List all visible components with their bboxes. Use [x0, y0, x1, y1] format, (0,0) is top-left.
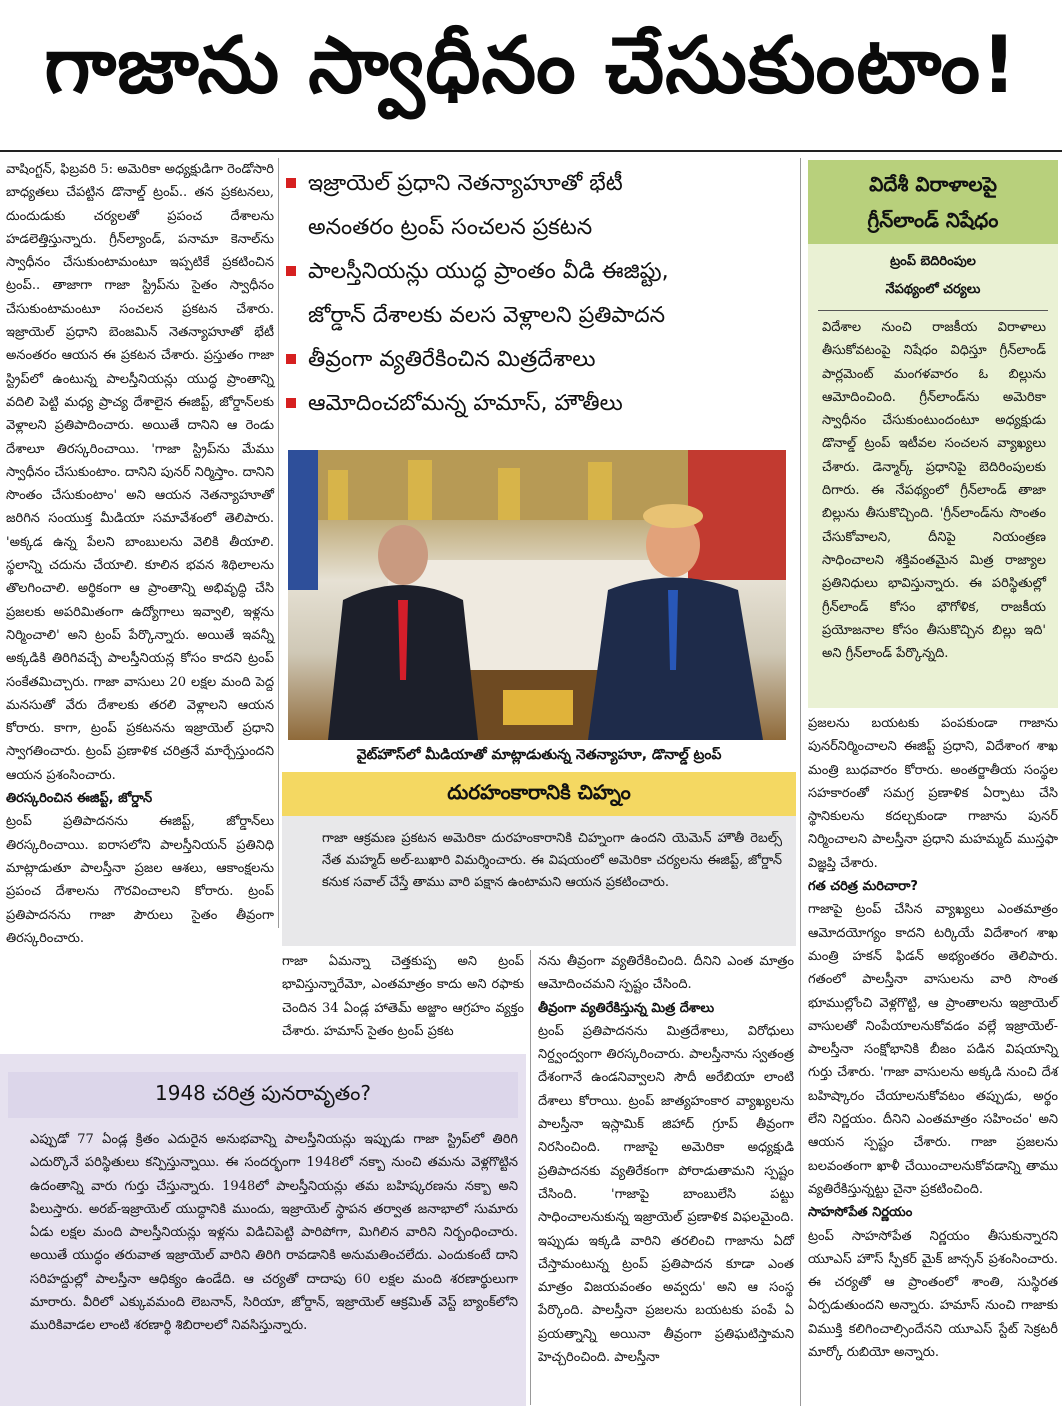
highlight-bullets [286, 162, 796, 448]
left-body-text-2: ట్రంప్‌ ప్రతిపాదనను ఈజిప్ట్‌, జోర్డాన్‌లు తిరస్కరించాయి. ఐరాసలోని పాలస్తీనియన్‌ ప్రతినిధి మాట్లాడుతూ పాలస్తీనా ప్రజల ఆశలు, ఆకాంక్షలను ప్రపంచ దేశాలను గౌరవించాలని కోరారు. ట్రంప్‌ ప్రతిపాదనను గాజా పౌరులు సైతం తీవ్రంగా తిరస్కరించారు. [6, 814, 274, 946]
left-body-text: వాషింగ్టన్‌, ఫిబ్రవరి 5: అమెరికా అధ్యక్షుడిగా రెండోసారి బాధ్యతలు చేపట్టిన డొనాల్డ్‌ ట్రంప్‌.. తన ప్రకటనలు, దుందుడుకు చర్యలతో ప్రపంచ దేశాలను హడలెత్తిస్తున్నారు. గ్రీన్‌ల్యాండ్‌, పనామా కెనాల్‌ను స్వాధీనం చేసుకుంటామంటూ ఇప్పటికే ప్రకటించిన ట్రంప్‌.. తాజాగా గాజా స్ట్రిప్‌ను సైతం స్వాధీనం చేసుకుంటామంటూ సంచలన ప్రకటన చేశారు. ఇజ్రాయెల్‌ ప్రధాని బెంజమిన్‌ నెతన్యాహూతో భేటీ అనంతరం ఆయన ఈ ప్రకటన చేశారు. ప్రస్తుతం గాజా స్ట్రిప్‌లో ఉంటున్న పాలస్తీనియన్లు యుద్ధ ప్రాంతాన్ని వదిలి పెట్టి మధ్య ప్రాచ్య దేశాలైన ఈజిప్ట్‌, జోర్డాన్‌లకు వెళ్లాలని ప్రతిపాదించారు. అయితే దానిని ఆ రెండు దేశాలూ తిరస్కరించాయి. 'గాజా స్ట్రిప్‌ను మేము స్వాధీనం చేసుకుంటాం. దానిని పునర్ నిర్మిస్తాం. దానిని సొంతం చేసుకుంటాం' అని ఆయన నెతన్యాహూతో జరిగిన సంయుక్త మీడియా సమావేశంలో తెలిపారు. 'అక్కడ ఉన్న పేలని బాంబులను వెలికి తీయాలి. స్థలాన్ని చదును చేయాలి. కూలిన భవన శిథిలాలను తొలగించాలి. అర్థికంగా ఆ ప్రాంతాన్ని అభివృద్ధి చేసి ప్రజలకు అపరిమితంగా ఉద్యోగాలు ఇవ్వాలి, ఇళ్లను నిర్మించాలి' అని ట్రంప్‌ పేర్కొన్నారు. అయితే ఇవన్నీ అక్కడికి తిరిగివచ్చే పాలస్తీనియన్ల కోసం కాదని ట్రంప్‌ సంకేతమిచ్చారు. గాజా వాసులు 20 లక్షల మంది పెద్ద మనసుతో వేరు దేశాలకు తరలి వెళ్లాలని ఆయన కోరారు. కాగా, ట్రంప్‌ ప్రకటనను ఇజ్రాయెల్‌ ప్రధాని స్వాగతించారు. ట్రంప్‌ ప్రణాళిక చరిత్రనే మార్చేస్తుందని ఆయన ప్రశంసించారు. [6, 162, 274, 783]
mid-body-text-2: ట్రంప్‌ ప్రతిపాదనను మిత్రదేశాలు, విరోధులు నిర్ద్వంద్వంగా తిరస్కరించారు. పాలస్తీనాను స్వతంత్ర దేశంగానే ఉండనివ్వాలని సౌదీ అరేబియా లాంటి దేశాలు కోరాయి. ట్రంప్‌ జాత్యహంకార వ్యాఖ్యలను పాలస్తీనా ఇస్లామిక్‌ జిహాద్‌ గ్రూప్‌ తీవ్రంగా నిరసించింది. గాజాపై అమెరికా అధ్యక్షుడి ప్రతిపాదనకు వ్యతిరేకంగా పోరాడుతామని స్పష్టం చేసింది. 'గాజాపై బాంబులేసి పట్టు సాధించాలనుకున్న ఇజ్రాయెల్‌ ప్రణాళిక విఫలమైంది. ఇప్పుడు ఇక్కడి వారిని తరలించి గాజాను ఏదో చేస్తామంటున్న ట్రంప్‌ ప్రతిపాదన కూడా ఎంత మాత్రం విజయవంతం అవ్వదు' అని ఆ సంస్థ పేర్కొంది. పాలస్తీనా ప్రజలను బయటకు పంపే ఏ ప్రయత్నాన్ని అయినా తీవ్రంగా ప్రతిఘటిస్తామని హెచ్చరించింది. పాలస్తీనా [538, 1023, 794, 1366]
bullet-marker [286, 266, 296, 276]
column-divider [278, 158, 279, 928]
column-divider [800, 158, 801, 1406]
mid-body-text: నను తీవ్రంగా వ్యతిరేకించింది. దీనిని ఎంత మాత్రం ఆమోదించమని స్పష్టం చేసింది. [538, 954, 794, 993]
middle-column-1: గాజా ఏమన్నా చెత్తకుప్ప అని ట్రంప్‌ భావిస్తున్నారేమో, ఎంతమాత్రం కాదు అని రఫాకు చెందిన 34 ఏండ్ల హాతెమ్‌ అజ్జాం ఆగ్రహం వ్యక్తం చేశారు. హమాస్‌ సైతం ట్రంప్‌ ప్రకట [282, 954, 524, 1039]
history-box-title: 1948 చరిత్ర పునరావృతం? [8, 1072, 518, 1118]
photo-illustration [288, 450, 786, 740]
greenland-title-line-1: విదేశీ విరాళాలపై [869, 172, 997, 196]
greenland-title-line-2: గ్రీన్‌లాండ్‌ నిషేధం [867, 208, 999, 232]
bullet-marker [286, 178, 296, 188]
history-box-body: ఎప్పుడో 77 ఏండ్ల క్రితం ఎదురైన అనుభవాన్ని పాలస్తీనియన్లు ఇప్పుడు గాజా స్ట్రిప్‌లో తిరిగి ఎదుర్కొనే పరిస్థితులు కన్పిస్తున్నాయి. ఈ సందర్భంగా 1948లో నక్బా నుంచి తమను వెళ్లగొట్టిన ఉదంతాన్ని వారు గుర్తు చేస్తున్నారు. 1948లో పాలస్తీనియన్లు తమ బహిష్కరణను నక్బా అని పిలుస్తారు. అరబ్‌-ఇజ్రాయెల్‌ యుద్ధానికి ముందు, ఇజ్రాయెల్‌ స్థాపన తర్వాత జనాభాలో సుమారు ఏడు లక్షల మంది పాలస్తీనియన్లు ఇళ్లను విడిచిపెట్టి పారిపోగా, మిగిలిన వారిని నిర్బంధించారు. అయితే యుద్ధం తరువాత ఇజ్రాయెల్‌ వారిని తిరిగి రావడానికి అనుమతించలేదు. ఎందుకంటే దాని సరిహద్దుల్లో పాలస్తీనా ఆధిక్యం ఉండేది. ఆ చర్యతో దాదాపు 60 లక్షల మంది శరణార్థులుగా మారారు. వీరిలో ఎక్కువమంది లెబనాన్‌, సిరియా, జోర్డాన్‌, ఇజ్రాయెల్‌ ఆక్రమిత్‌ వెస్ట్‌ బ్యాంక్‌లోని మురికివాడల లాంటి శరణార్థి శిబిరాలలో నివసిస్తున్నారు. [30, 1132, 518, 1334]
bullet-item: పాలస్తీనియన్లు యుద్ధ ప్రాంతం వీడి ఈజిప్టు, [286, 250, 796, 294]
news-photo [288, 450, 786, 740]
middle-column-2 [538, 950, 794, 1405]
bullet-item: తీవ్రంగా వ్యతిరేకించిన మిత్రదేశాలు [286, 338, 796, 382]
mid-subhead: తీవ్రంగా వ్యతిరేకిస్తున్న మిత్ర దేశాలు [538, 1000, 715, 1016]
headline-divider [0, 150, 1062, 152]
right-body-text-2: గాజాపై ట్రంప్‌ చేసిన వ్యాఖ్యలు ఎంతమాత్రం ఆమోదయోగ్యం కాదని టర్కియే విదేశాంగ శాఖ మంత్రి హకన్‌ ఫిడన్‌ అభ్యంతరం తెలిపారు. గతంలో పాలస్తీనా వాసులను వారి సొంత భూముల్లోంచి వెళ్లగొట్టి, ఆ ప్రాంతాలను ఇజ్రాయెల్‌ వాసులతో నింపేయాలనుకోవడం వల్లే ఇజ్రాయెల్‌-పాలస్తీనా సంక్షోభానికి బీజం పడిన విషయాన్ని గుర్తు చేశారు. 'గాజా వాసులను అక్కడి నుంచి దేశ బహిష్కారం చేయాలనుకోవటం తప్పుడు, అర్థం లేని నిర్ణయం. దీనిని ఎంతమాత్రం సహించం' అని ఆయన స్పష్టం చేశారు. గాజా ప్రజలను బలవంతంగా ఖాళీ చేయించాలనుకోవడాన్ని తాము వ్యతిరేకిస్తున్నట్టు చైనా ప్రకటించింది. [808, 902, 1058, 1197]
bullet-item: ఇజ్రాయెల్‌ ప్రధాని నెతన్యాహూతో భేటీ [286, 162, 796, 206]
bullet-item-continued: జోర్డాన్‌ దేశాలకు వలస వెళ్లాలని ప్రతిపాదన [308, 303, 666, 328]
left-subhead: తిరస్కరించిన ఈజిప్ట్‌, జోర్డాన్‌ [6, 791, 153, 807]
greenland-box [808, 160, 1058, 708]
bullet-item-continued: అనంతరం ట్రంప్‌ సంచలన ప్రకటన [308, 215, 593, 240]
right-subhead-1: గత చరిత్ర మరిచారా? [808, 879, 918, 895]
right-body-text-3: ట్రంప్‌ సాహసోపేత నిర్ణయం తీసుకున్నారని యూఎస్‌ హౌస్‌ స్పీకర్‌ మైక్‌ జాన్సన్‌ ప్రశంసించారు. ఈ చర్యతో ఆ ప్రాంతంలో శాంతి, సుస్థిరత ఏర్పడుతుందని అన్నారు. హమాస్‌ నుంచి గాజాకు విముక్తి కలిగించాల్సిందేనని యూఎస్‌ స్టేట్‌ సెక్రటరీ మార్కో రుబియో అన్నారు. [808, 1228, 1058, 1361]
right-body-text: ప్రజలను బయటకు పంపకుండా గాజాను పునర్‌నిర్మించాలని ఈజిప్ట్‌ ప్రధాని, విదేశాంగ శాఖ మంత్రి బుధవారం కోరారు. అంతర్జాతీయ సంస్థల సహకారంతో సమగ్ర ప్రణాళిక ఏర్పాటు చేసి స్థానికులను కదల్చకుండా గాజాను పునర్‌ నిర్మించాలని పాలస్తీనా ప్రధాని మహమ్మద్‌ ముస్తఫా విజ్ఞప్తి చేశారు. [808, 716, 1058, 871]
history-box [0, 1054, 526, 1406]
greenland-box-subtitle [808, 248, 1058, 308]
greenland-divider [818, 310, 1048, 311]
bullet-marker [286, 354, 296, 364]
arrogance-box-title: దురహంకారానికి చిహ్నం [282, 772, 796, 816]
greenland-subtitle-line-2: నేపథ్యంలో చర్యలు [885, 282, 981, 297]
greenland-subtitle-line-1: ట్రంప్‌ బెదిరింపుల [890, 254, 976, 269]
arrogance-box-body: గాజా ఆక్రమణ ప్రకటన అమెరికా దురహంకారానికి చిహ్నంగా ఉందని యెమెన్‌ హౌతీ రెబల్స్‌ నేత మహ్మద్‌ అల్‌-బుఖారి విమర్శించారు. ఈ విషయంలో అమెరికా చర్యలను ఈజిప్ట్‌, జోర్డాన్‌ కనుక సవాల్‌ చేస్తే తాము వారి పక్షాన ఉంటామని ఆయన ప్రకటించారు. [282, 816, 796, 946]
column-divider [530, 950, 531, 1405]
page-headline: గాజాను స్వాధీనం చేసుకుంటాం! [44, 20, 1018, 111]
left-column [6, 158, 274, 946]
right-subhead-2: సాహసోపేత నిర్ణయం [808, 1205, 913, 1221]
greenland-box-body: విదేశాల నుంచి రాజకీయ విరాళాలు తీసుకోవటంపై నిషేధం విధిస్తూ గ్రీన్‌లాండ్‌ పార్లమెంట్‌ మంగళవారం ఓ బిల్లును ఆమోదించింది. గ్రీన్‌లాండ్‌ను అమెరికా స్వాధీనం చేసుకుంటుందంటూ అధ్యక్షుడు డొనాల్డ్‌ ట్రంప్‌ ఇటీవల సంచలన వ్యాఖ్యలు చేశారు. డెన్మార్క్‌ ప్రధానిపై బెదిరింపులకు దిగారు. ఈ నేపథ్యంలో గ్రీన్‌లాండ్‌ తాజా బిల్లును తీసుకొచ్చింది. 'గ్రీన్‌లాండ్‌ను సొంతం చేసుకోవాలని, దీనిపై నియంత్రణ సాధించాలని శక్తివంతమైన మిత్ర రాజ్యాల ప్రతినిధులు భావిస్తున్నారు. ఈ పరిస్థితుల్లో గ్రీన్‌లాండ్‌ కోసం భౌగోళిక, రాజకీయ ప్రయోజనాల కోసం తీసుకొచ్చిన బిల్లు ఇది' అని గ్రీన్‌లాండ్‌ పేర్కొన్నది. [822, 320, 1046, 662]
photo-caption: వైట్‌హౌస్‌లో మీడియాతో మాట్లాడుతున్న నెతన్యాహూ, డొనాల్డ్‌ ట్రంప్‌ [356, 747, 722, 763]
greenland-box-title [808, 160, 1058, 244]
bullet-item: ఆమోదించబోమన్న హమాస్‌, హౌతీలు [286, 382, 796, 426]
right-column [808, 712, 1058, 1406]
bullet-marker [286, 398, 296, 408]
